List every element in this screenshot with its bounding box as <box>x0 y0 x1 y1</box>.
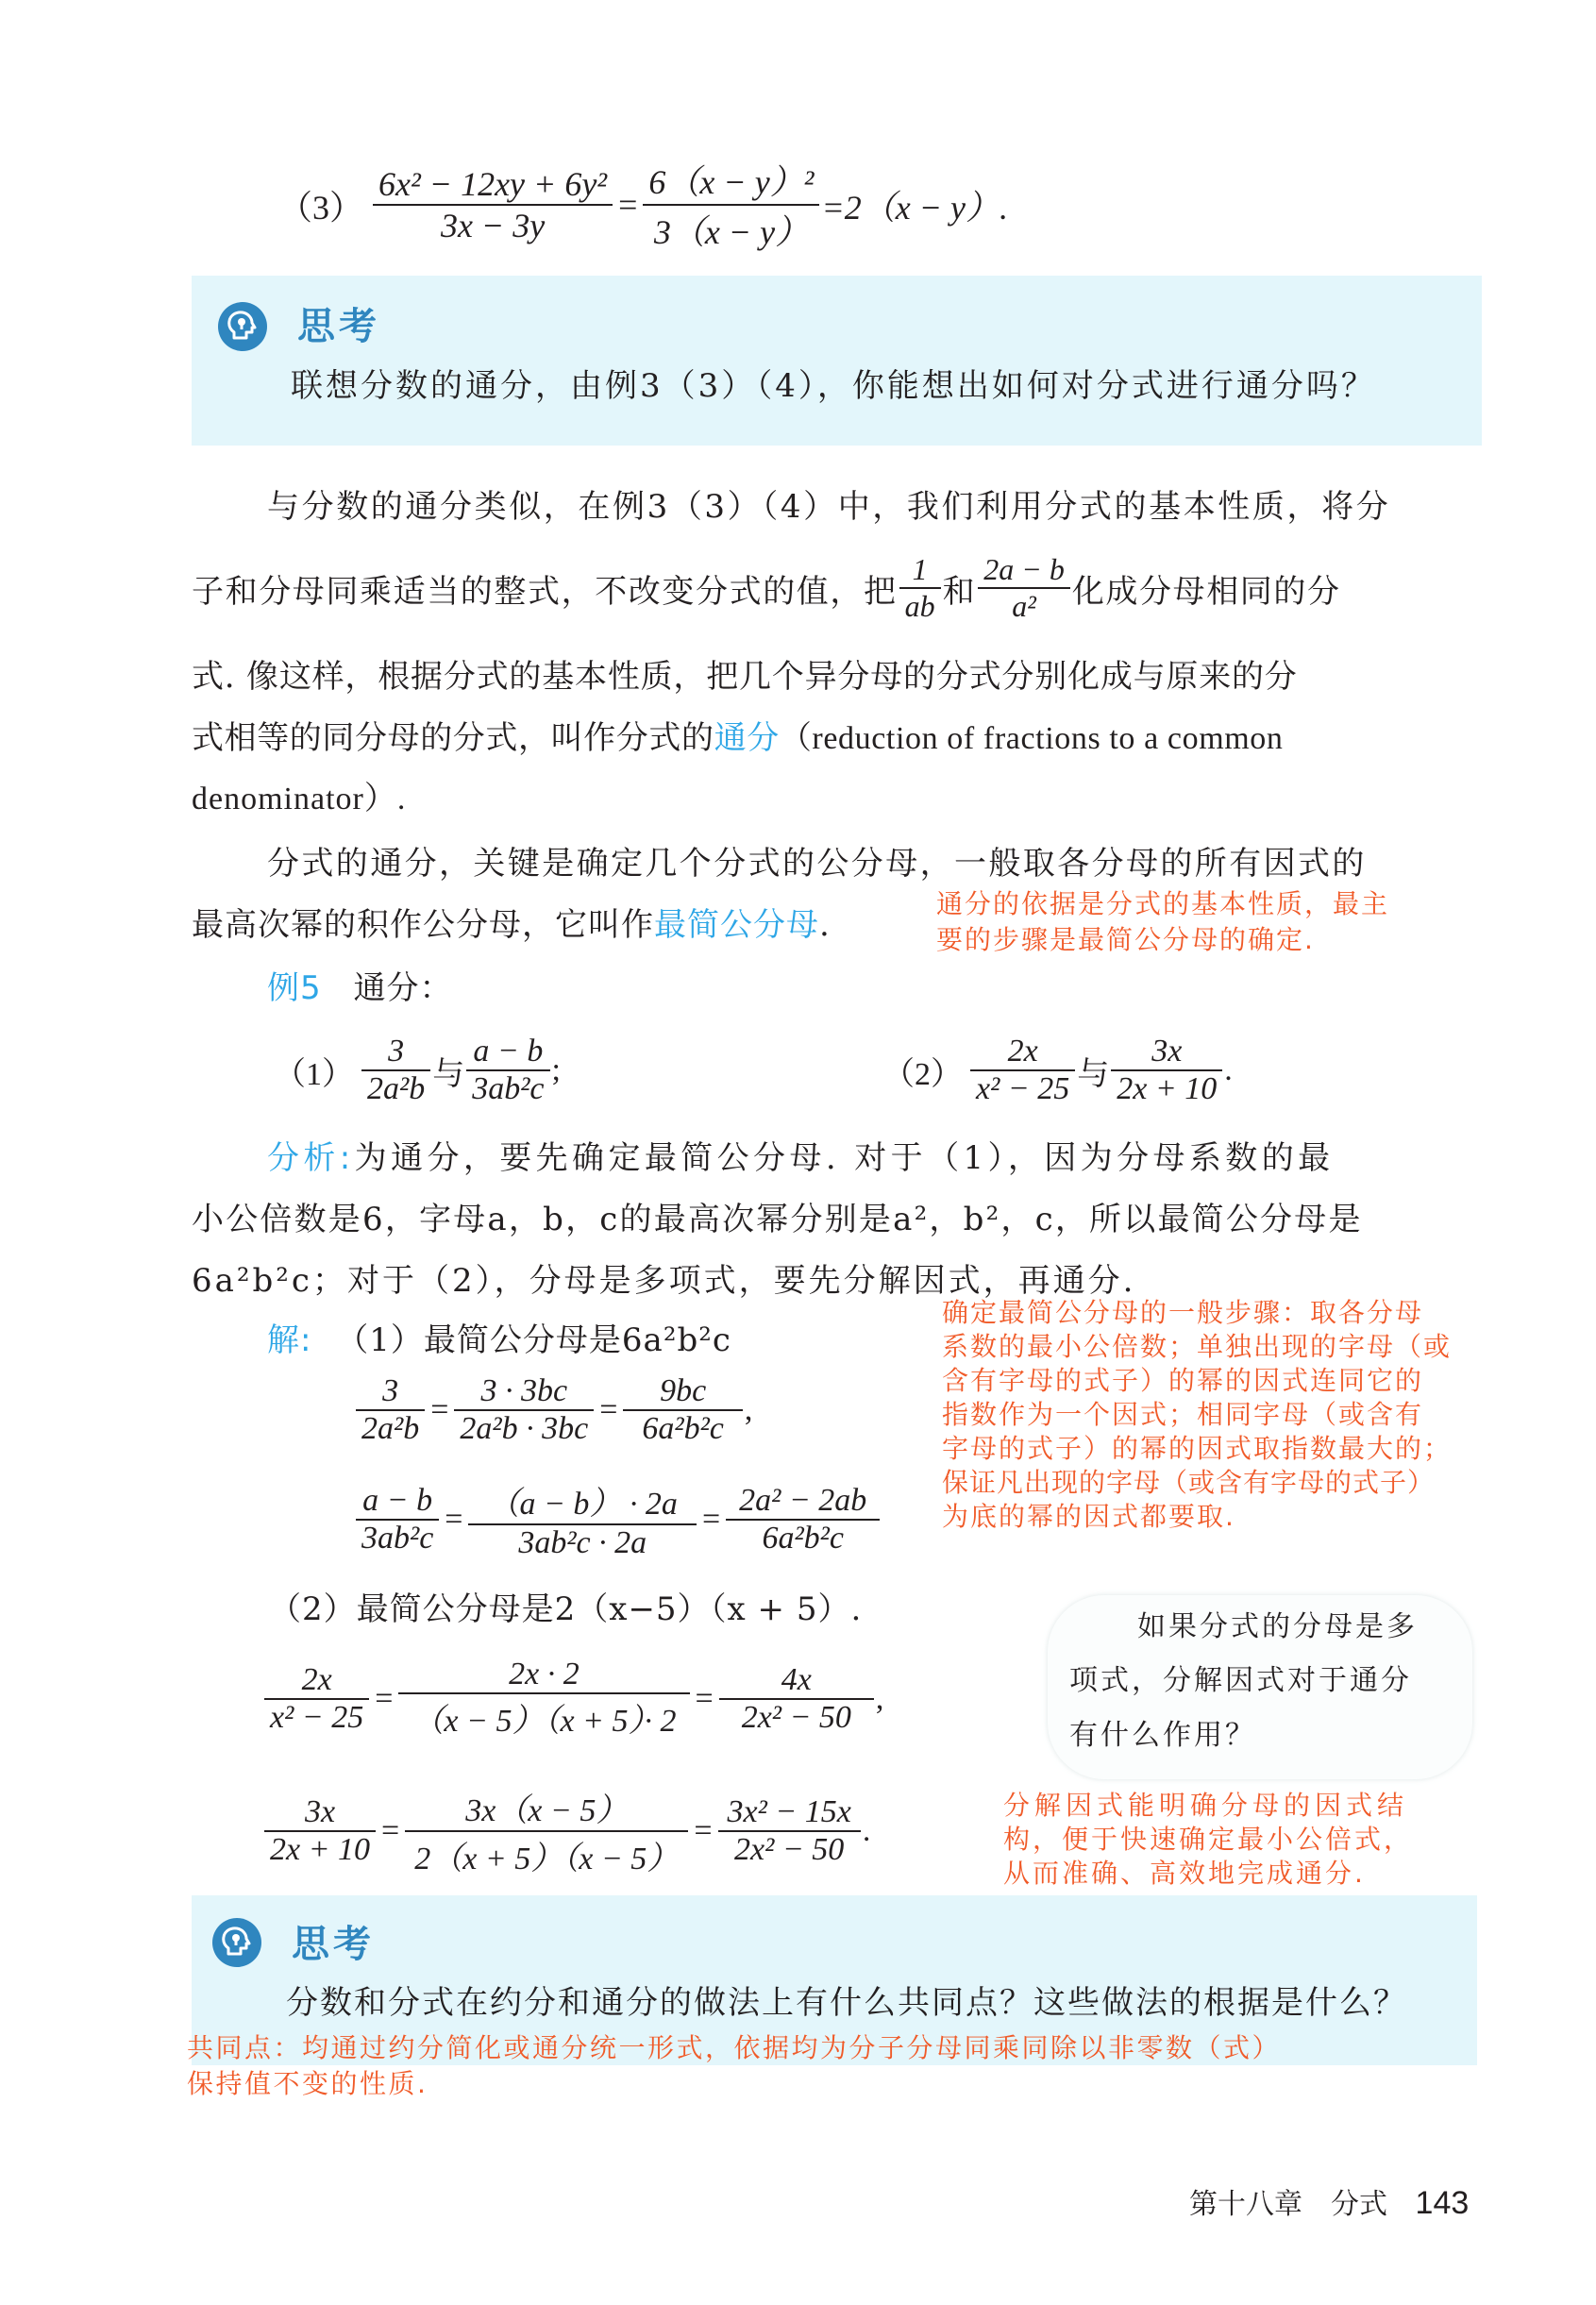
example-heading: 例5 通分： <box>267 969 453 1007</box>
equation-row: $\frac{a - b}{\text{3ab²c}}$ = $\frac{(a - b) \cdot 2a}{\text{3ab²c · 2a}}$ = $\frac{\text{2a² − 2ab}}{\text{6a²b²c}}$ <box>354 1477 882 1561</box>
handwritten-note-common: 共同点：均通过约分简化或通分统一形式，依据均为分子分母同乘同除以非零数（式） <box>187 2032 1282 2063</box>
fraction: $\frac{\text{6x² − 12xy + 6y²}}{3x - 3y}$ <box>373 164 613 245</box>
fraction: $\frac{\text{6（x − y）²}}{3(x - y)}$ <box>643 156 819 254</box>
example-label: 例5 <box>267 969 322 1007</box>
result: =2（x − y）. <box>821 188 1009 227</box>
paragraph-line: 与分数的通分类似，在例3（3）（4）中，我们利用分式的基本性质，将分 <box>267 488 1391 526</box>
paragraph-line: 子和分母同乘适当的整式，不改变分式的值，把 $\frac{1}{ab}$ 和 $\frac{2a - b}{\text{a²}}$ 化成分母相同的分 <box>192 552 1341 623</box>
handwritten-note-lcd-steps: 确定最简公分母的一般步骤：取各分母 系数的最小公倍数；单独出现的字母（或 含有字母的式子）的幂的因式连同它的 指数作为一个因式；相同字母（或含有 字母的式子）的幂的因式取指数最大的； 保证凡出现的字母（或含有字母的式子） 为底的幂的因式都要取. <box>942 1297 1453 1532</box>
analysis-line: 6a²b²c；对于（2），分母是多项式，要先分解因式，再通分. <box>192 1262 1136 1300</box>
bubble-line: 有什么作用？ <box>1069 1719 1256 1752</box>
fraction: $\frac{2a - b}{\text{a²}}$ <box>978 552 1070 624</box>
analysis-line: 分析:为通分，要先确定最简公分母. 对于（1），因为分母系数的最 <box>267 1139 1335 1177</box>
example-item-1: （1） $\frac{3}{\text{2a²b}}$ 与 $\frac{a - b}{\text{3ab²c}}$ ; <box>274 1034 561 1106</box>
handwritten-note-factor: 分解因式能明确分母的因式结 构，便于快速确定最小公倍式， 从而准确、高效地完成通分. <box>1003 1790 1414 1889</box>
equation-row: $\frac{3}{\text{2a²b}}$ = $\frac{3 \cdot 3bc}{\text{2a²b · 3bc}}$ = $\frac{9bc}{\text{6a²b²c}}$ , <box>354 1373 752 1447</box>
example3-part3-formula: （3） $\frac{\text{6x² − 12xy + 6y²}}{3x - 3y}$ = $\frac{\text{6（x − y）²}}{3(x - y)}$ =2（x − y）. <box>278 156 1008 254</box>
head-lightbulb-icon <box>218 302 267 351</box>
term-common-denominator: 通分 <box>714 719 780 757</box>
think-box <box>192 276 1482 446</box>
paragraph-line: 最高次幂的积作公分母，它叫作最简公分母. <box>192 906 831 944</box>
solution-heading: 解: （1）最简公分母是6a²b²c <box>267 1321 731 1359</box>
page-footer <box>1189 2180 1469 2222</box>
equation-row: $\frac{3x}{2x + 10}$ = $\frac{3x(x - 5)}{2(x + 5)(x - 5)}$ = $\frac{\text{3x² − 15x}}{\text{2x² − 50}}$ . <box>262 1784 870 1878</box>
think-title: 思考 <box>292 1923 375 1966</box>
example-item-2: （2） $\frac{2x}{\text{x² − 25}}$ 与 $\frac{3x}{2x + 10}$ . <box>882 1034 1233 1106</box>
page-number: 143 <box>1415 2185 1470 2221</box>
paragraph-line: denominator）. <box>192 782 407 816</box>
think-title: 思考 <box>297 305 380 348</box>
head-lightbulb-icon <box>212 1918 261 1967</box>
equation-row: $\frac{2x}{\text{x² − 25}}$ = $\frac{2x \cdot 2}{(x - 5)(x + 5)\cdot 2}$ = $\frac{4x}{\text{2x² − 50}}$ , <box>262 1657 883 1741</box>
think-question: 联想分数的通分，由例3（3）（4），你能想出如何对分式进行通分吗？ <box>291 367 1376 405</box>
part-label: （3） <box>278 188 364 227</box>
handwritten-note: 要的步骤是最简公分母的确定. <box>936 924 1315 955</box>
paragraph-line: 式相等的同分母的分式，叫作分式的通分（reduction of fractions to a common <box>192 719 1284 757</box>
paragraph-line: 式. 像这样，根据分式的基本性质，把几个异分母的分式分别化成与原来的分 <box>192 658 1298 696</box>
analysis-label: 分析: <box>267 1139 355 1177</box>
term-lcd: 最简公分母 <box>654 906 819 944</box>
analysis-line: 小公倍数是6，字母a，b，c的最高次幂分别是a²，b²，c，所以最简公分母是 <box>192 1201 1363 1238</box>
handwritten-note: 通分的依据是分式的基本性质，最主 <box>936 888 1390 919</box>
fraction: $\frac{1}{ab}$ <box>899 552 941 624</box>
chapter-title: 第十八章 分式 <box>1189 2188 1387 2221</box>
solution-heading: （2）最简公分母是2（x−5）（x + 5）. <box>269 1590 863 1628</box>
bubble-line: 项式，分解因式对于通分 <box>1069 1664 1412 1697</box>
handwritten-note-common: 保持值不变的性质. <box>187 2068 428 2099</box>
think-question: 分数和分式在约分和通分的做法上有什么共同点？这些做法的根据是什么？ <box>286 1984 1407 2022</box>
bubble-line: 如果分式的分母是多 <box>1137 1610 1418 1643</box>
solution-label: 解: <box>267 1321 312 1359</box>
paragraph-line: 分式的通分，关键是确定几个分式的公分母，一般取各分母的所有因式的 <box>267 845 1367 883</box>
